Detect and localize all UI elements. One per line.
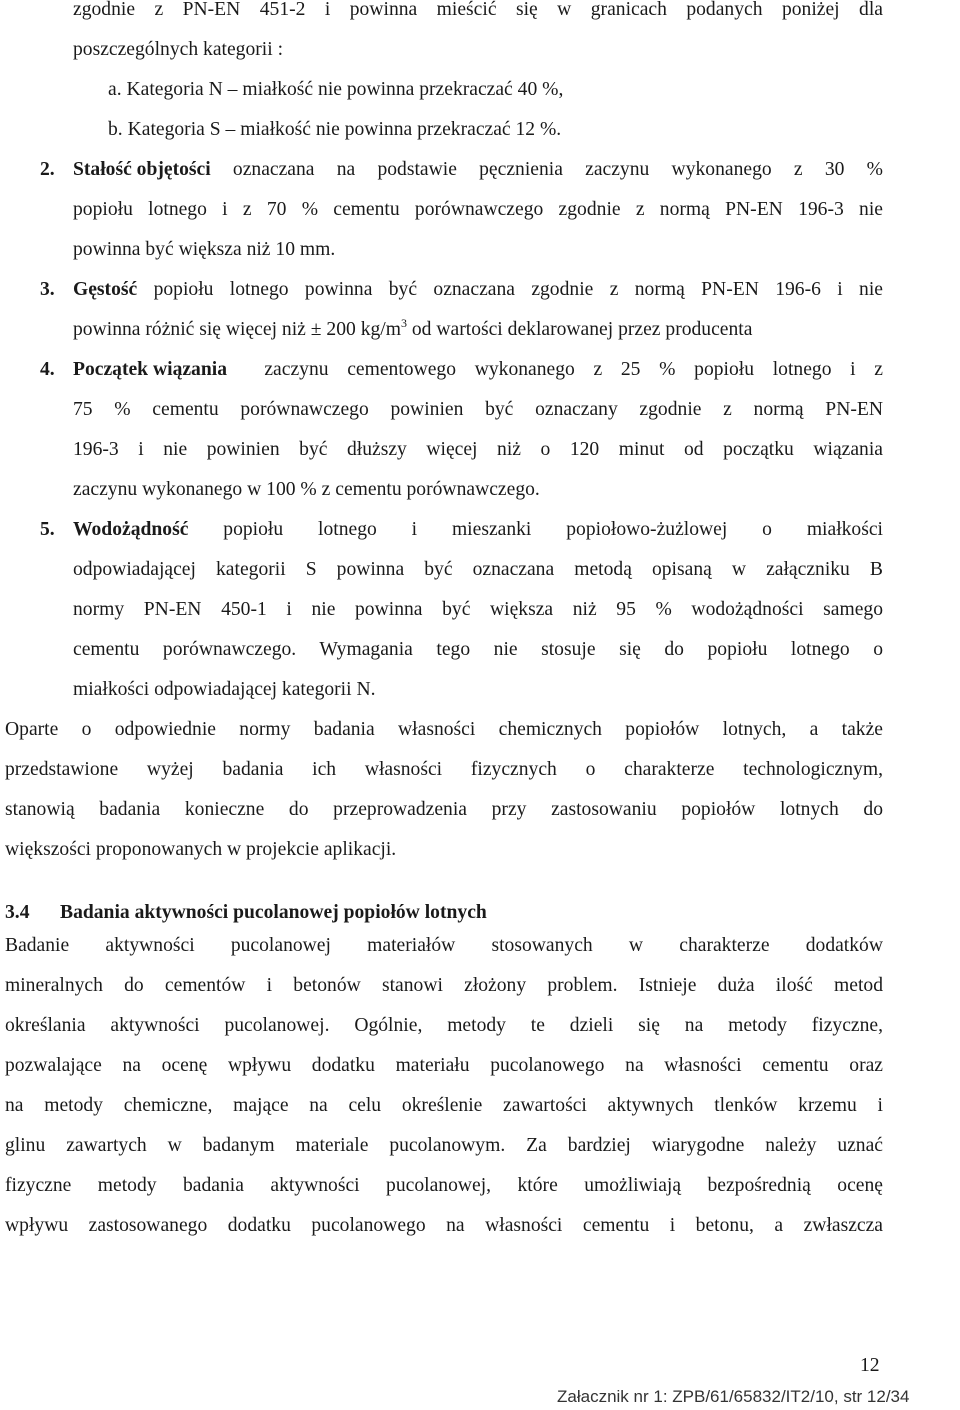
item-number: 2. [40, 159, 55, 180]
item-number: 3. [40, 279, 55, 300]
paragraph-line: określania aktywności pucolanowej. Ogólnie, metody te dzieli się na metody fizyczne, [5, 1015, 883, 1036]
text-line: normy PN-EN 450-1 i nie powinna być większa niż 95 % wodożądności samego [73, 599, 883, 620]
item-2-line [73, 157, 883, 183]
paragraph-line: mineralnych do cementów i betonów stanowi złożony problem. Istnieje duża ilość metod [5, 975, 883, 996]
paragraph-line: fizyczne metody badania aktywności pucolanowej, które umożliwiają bezpośrednią ocenę [5, 1175, 883, 1196]
item-5-text: popiołu lotnego i mieszanki popiołowo-żużlowej o miałkości [188, 519, 883, 540]
text-line: zaczynu wykonanego w 100 % z cementu porównawczego. [73, 479, 540, 500]
paragraph-line: przedstawione wyżej badania ich własności fizycznych o charakterze technologicznym, [5, 759, 883, 780]
text-line: popiołu lotnego i z 70 % cementu porównawczego zgodnie z normą PN-EN 196-3 nie [73, 199, 883, 220]
item-number: 4. [40, 359, 55, 380]
item-2-term: Stałość objętości [73, 159, 211, 180]
page-number: 12 [860, 1355, 880, 1376]
item-4-text: zaczynu cementowego wykonanego z 25 % popiołu lotnego i z [227, 359, 883, 380]
item-4-term: Początek wiązania [73, 359, 227, 380]
paragraph-line: na metody chemiczne, mające na celu określenie zawartości aktywnych tlenków krzemu i [5, 1095, 883, 1116]
section-number: 3.4 [5, 902, 30, 923]
superscript: 3 [400, 316, 407, 330]
item-3-term: Gęstość [73, 279, 138, 300]
item-3-text: powinna różnić się więcej niż ± 200 kg/m [73, 319, 401, 340]
item-3-line [73, 277, 883, 303]
item-5-line [73, 517, 883, 543]
item-4-line [73, 357, 883, 383]
paragraph-line: Oparte o odpowiednie normy badania własności chemicznych popiołów lotnych, a także [5, 719, 883, 740]
item-2-text: oznaczana na podstawie pęcznienia zaczynu wykonanego z 30 % [210, 159, 883, 180]
list-item-a: a. Kategoria N – miałkość nie powinna przekraczać 40 %, [108, 79, 564, 100]
paragraph-line: Badanie aktywności pucolanowej materiałów stosowanych w charakterze dodatków [5, 935, 883, 956]
list-item-b: b. Kategoria S – miałkość nie powinna przekraczać 12 %. [108, 119, 562, 140]
text-line: zgodnie z PN-EN 451-2 i powinna mieścić się w granicach podanych poniżej dla [73, 0, 883, 20]
text-line: odpowiadającej kategorii S powinna być oznaczana metodą opisaną w załączniku B [73, 559, 883, 580]
item-3-text: od wartości deklarowanej przez producenta [406, 319, 753, 340]
text-line [73, 317, 752, 343]
item-3-text: popiołu lotnego powinna być oznaczana zgodnie z normą PN-EN 196-6 i nie [137, 279, 883, 300]
paragraph-line: wpływu zastosowanego dodatku pucolanowego na własności cementu i betonu, a zwłaszcza [5, 1215, 883, 1236]
paragraph-line: większości proponowanych w projekcie aplikacji. [5, 839, 397, 860]
paragraph-line: glinu zawartych w badanym materiale pucolanowym. Za bardziej wiarygodne należy uznać [5, 1135, 883, 1156]
text-line: powinna być większa niż 10 mm. [73, 239, 336, 260]
paragraph-line: pozwalające na ocenę wpływu dodatku materiału pucolanowego na własności cementu oraz [5, 1055, 883, 1076]
footer-reference: Załacznik nr 1: ZPB/61/65832/IT2/10, str 12/34 [557, 1387, 910, 1406]
section-title: Badania aktywności pucolanowej popiołów lotnych [60, 902, 487, 923]
paragraph-line: stanowią badania konieczne do przeprowadzenia przy zastosowaniu popiołów lotnych do [5, 799, 883, 820]
item-number: 5. [40, 519, 55, 540]
item-5-term: Wodożądność [73, 519, 189, 540]
text-line: 75 % cementu porównawczego powinien być oznaczany zgodnie z normą PN-EN [73, 399, 883, 420]
text-line: cementu porównawczego. Wymagania tego nie stosuje się do popiołu lotnego o [73, 639, 883, 660]
text-line: poszczególnych kategorii : [73, 39, 284, 60]
text-line: 196-3 i nie powinien być dłuższy więcej niż o 120 minut od początku wiązania [73, 439, 883, 460]
text-line: miałkości odpowiadającej kategorii N. [73, 679, 376, 700]
